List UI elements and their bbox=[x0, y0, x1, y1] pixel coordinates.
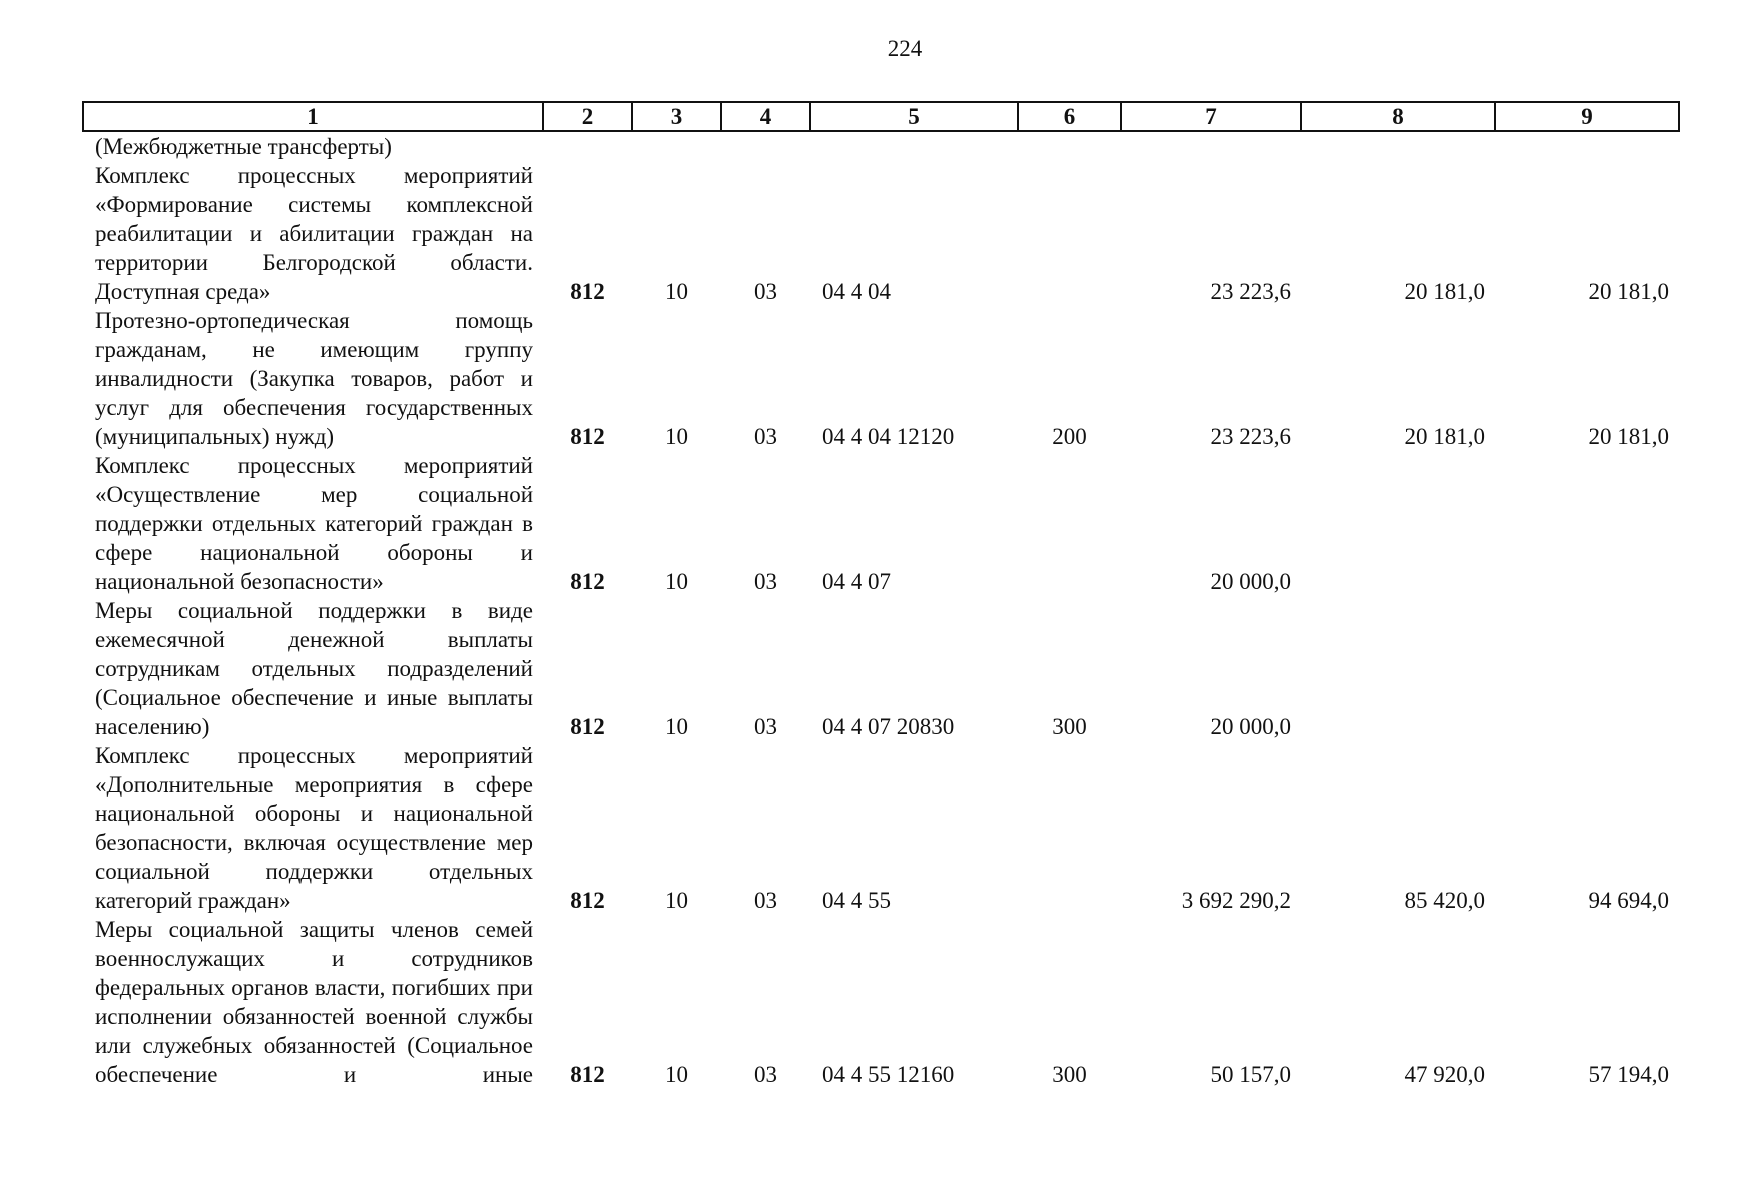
column-header: 3 bbox=[632, 102, 721, 131]
row-subsection: 03 bbox=[754, 714, 777, 739]
row-amount-col8 bbox=[1301, 596, 1495, 741]
row-amount-col7: 20 000,0 bbox=[1210, 714, 1291, 739]
row-expense-type: 300 bbox=[1052, 714, 1087, 739]
row-subsection: 03 bbox=[754, 424, 777, 449]
row-amount-col9: 20 181,0 bbox=[1588, 424, 1669, 449]
table-row bbox=[83, 131, 1679, 161]
row-target-code: 04 4 07 bbox=[822, 569, 891, 594]
row-amount-col7: 23 223,6 bbox=[1210, 279, 1291, 304]
column-header: 1 bbox=[83, 102, 543, 131]
row-grbs: 812 bbox=[570, 888, 605, 913]
row-amount-col9: 20 181,0 bbox=[1588, 279, 1669, 304]
table-row bbox=[83, 306, 1679, 451]
row-grbs: 812 bbox=[570, 714, 605, 739]
table-header bbox=[83, 102, 1679, 131]
row-expense-type bbox=[1018, 451, 1121, 596]
row-amount-col8: 85 420,0 bbox=[1404, 888, 1485, 913]
row-target-code: 04 4 04 12120 bbox=[822, 424, 955, 449]
row-amount-col9 bbox=[1495, 131, 1679, 161]
row-amount-col7: 20 000,0 bbox=[1210, 569, 1291, 594]
row-expense-type: 300 bbox=[1052, 1062, 1087, 1087]
row-amount-col7: 3 692 290,2 bbox=[1181, 888, 1291, 913]
row-grbs: 812 bbox=[570, 424, 605, 449]
row-section: 10 bbox=[665, 1062, 688, 1087]
row-target-code: 04 4 55 bbox=[822, 888, 891, 913]
row-amount-col9 bbox=[1495, 451, 1679, 596]
column-header: 4 bbox=[721, 102, 810, 131]
column-header: 2 bbox=[543, 102, 632, 131]
row-name: Меры социальной поддержки в виде ежемесячной денежной выплаты сотрудникам отдельных подразделений (Социальное обеспечение и иные выплаты населению) bbox=[95, 598, 533, 739]
row-amount-col8: 47 920,0 bbox=[1404, 1062, 1485, 1087]
table-row bbox=[83, 596, 1679, 741]
row-name: (Межбюджетные трансферты) bbox=[95, 134, 392, 159]
row-name: Комплекс процессных мероприятий «Дополнительные мероприятия в сфере национальной обороны и национальной безопасности, включая осуществление мер социальной поддержки отдельных категорий граждан» bbox=[95, 743, 533, 913]
row-section: 10 bbox=[665, 714, 688, 739]
row-expense-type bbox=[1018, 131, 1121, 161]
row-amount-col8 bbox=[1301, 451, 1495, 596]
row-name: Комплекс процессных мероприятий «Формирование системы комплексной реабилитации и абилитации граждан на территории Белгородской области. Доступная среда» bbox=[95, 163, 533, 304]
row-section: 10 bbox=[665, 279, 688, 304]
row-amount-col8 bbox=[1301, 131, 1495, 161]
column-header: 7 bbox=[1121, 102, 1301, 131]
row-target-code: 04 4 07 20830 bbox=[822, 714, 955, 739]
row-subsection: 03 bbox=[754, 279, 777, 304]
row-amount-col9 bbox=[1495, 596, 1679, 741]
row-amount-col8: 20 181,0 bbox=[1404, 279, 1485, 304]
row-subsection: 03 bbox=[754, 569, 777, 594]
row-amount-col8: 20 181,0 bbox=[1404, 424, 1485, 449]
row-name: Меры социальной защиты членов семей военнослужащих и сотрудников федеральных органов власти, погибших при исполнении обязанностей военной службы или служебных обязанностей (Социальное обеспечение и иные bbox=[95, 917, 533, 1087]
row-amount-col7: 23 223,6 bbox=[1210, 424, 1291, 449]
row-subsection bbox=[721, 131, 810, 161]
row-amount-col9: 57 194,0 bbox=[1588, 1062, 1669, 1087]
table-row bbox=[83, 741, 1679, 915]
table-body bbox=[83, 131, 1679, 1089]
row-target-code bbox=[810, 131, 1018, 161]
row-section: 10 bbox=[665, 569, 688, 594]
row-grbs bbox=[543, 131, 632, 161]
row-amount-col7 bbox=[1121, 131, 1301, 161]
table-row bbox=[83, 915, 1679, 1089]
table-row bbox=[83, 451, 1679, 596]
row-grbs: 812 bbox=[570, 1062, 605, 1087]
page-number: 224 bbox=[887, 36, 923, 61]
row-amount-col9: 94 694,0 bbox=[1588, 888, 1669, 913]
row-expense-type bbox=[1018, 161, 1121, 306]
column-header: 6 bbox=[1018, 102, 1121, 131]
column-header: 9 bbox=[1495, 102, 1679, 131]
row-subsection: 03 bbox=[754, 1062, 777, 1087]
row-section: 10 bbox=[665, 424, 688, 449]
row-name: Протезно-ортопедическая помощь гражданам, не имеющим группу инвалидности (Закупка товаров, работ и услуг для обеспечения государственных (муниципальных) нужд) bbox=[95, 308, 533, 449]
row-target-code: 04 4 55 12160 bbox=[822, 1062, 955, 1087]
row-expense-type bbox=[1018, 741, 1121, 915]
row-name: Комплекс процессных мероприятий «Осуществление мер социальной поддержки отдельных категорий граждан в сфере национальной обороны и национальной безопасности» bbox=[95, 453, 533, 594]
row-subsection: 03 bbox=[754, 888, 777, 913]
row-grbs: 812 bbox=[570, 569, 605, 594]
table-row bbox=[83, 161, 1679, 306]
row-amount-col7: 50 157,0 bbox=[1210, 1062, 1291, 1087]
header-row bbox=[83, 102, 1679, 131]
budget-table bbox=[82, 101, 1680, 1089]
row-target-code: 04 4 04 bbox=[822, 279, 891, 304]
row-grbs: 812 bbox=[570, 279, 605, 304]
column-header: 5 bbox=[810, 102, 1018, 131]
row-section: 10 bbox=[665, 888, 688, 913]
row-expense-type: 200 bbox=[1052, 424, 1087, 449]
row-section bbox=[632, 131, 721, 161]
column-header: 8 bbox=[1301, 102, 1495, 131]
